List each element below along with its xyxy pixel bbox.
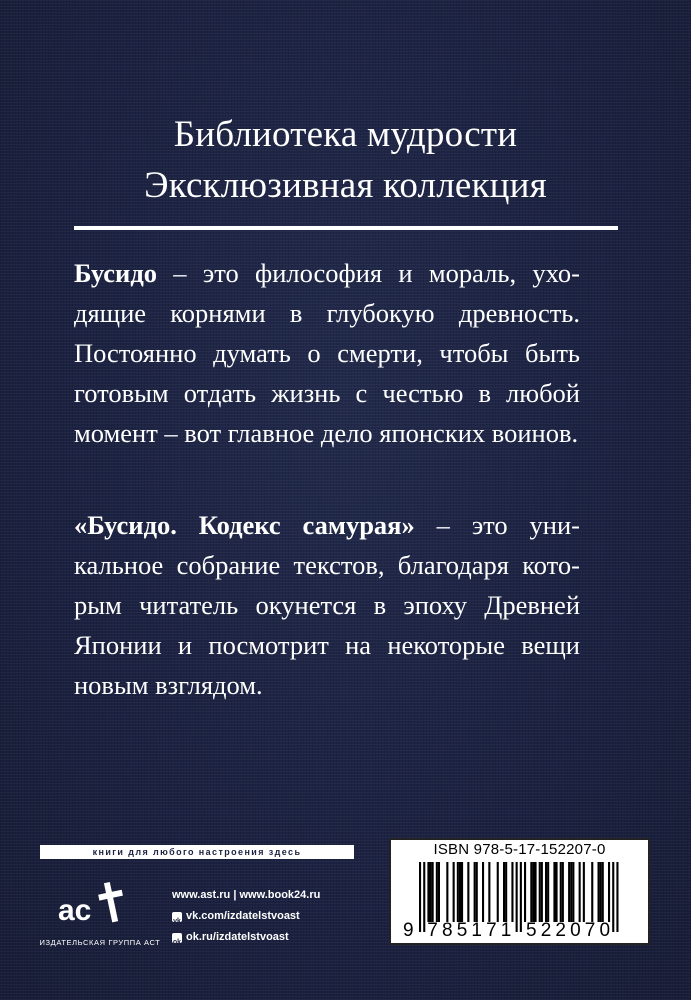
barcode-bar [497, 862, 499, 922]
tagline-strip: книги для любого настроения здесь [40, 845, 354, 859]
barcode-bar [598, 862, 600, 922]
barcode-bar [511, 862, 513, 922]
text-line [74, 665, 580, 705]
barcode-bar [568, 862, 570, 922]
vk-link-text[interactable]: vk.com/izdatelstvoast [186, 910, 300, 922]
barcode-digit: 9 [403, 920, 414, 941]
text-line [74, 505, 580, 545]
barcode-bar [446, 862, 448, 922]
ok-link-text[interactable]: ok.ru/izdatelstvoast [186, 931, 289, 943]
vk-icon: vk [172, 912, 182, 922]
barcode-bar [556, 862, 558, 922]
barcode-digit: 5 [456, 920, 468, 941]
ast-logo-icon [50, 872, 160, 932]
barcode-bar [530, 862, 532, 922]
text-line [74, 625, 580, 665]
barcode-digit: 0 [599, 920, 611, 941]
barcode-digit: 8 [442, 920, 453, 941]
barcode-digit: 1 [471, 920, 482, 941]
barcode-bar [427, 862, 429, 922]
barcode-bar [583, 862, 585, 922]
website-links-text[interactable]: www.ast.ru | www.book24.ru [172, 889, 321, 901]
text-line [74, 333, 580, 373]
line-text: – это философия и мораль, ухо- [156, 258, 580, 288]
barcode-bar [572, 862, 574, 922]
barcode-digit: 1 [500, 920, 512, 941]
barcode-digit: 7 [427, 920, 438, 941]
website-links[interactable] [172, 885, 320, 906]
text-line [74, 253, 580, 293]
barcode-bar [505, 862, 507, 922]
barcode-bar [570, 862, 572, 922]
line-text: дящие корнями в глубокую древность. [74, 298, 580, 328]
line-text: готовым отдать жизнь с честью в любой [74, 378, 580, 408]
line-text: момент – вот главное дело японских воинов. [74, 418, 579, 448]
description-paragraph-2 [74, 505, 580, 705]
barcode-digit: 2 [555, 920, 566, 941]
barcode-bar [430, 862, 432, 922]
series-subtitle: Эксклюзивная коллекция [144, 165, 547, 206]
barcode-bar [535, 862, 537, 922]
divider-line [74, 226, 618, 230]
barcode-digit: 7 [584, 920, 596, 941]
barcode-bar [524, 862, 526, 922]
text-line [74, 373, 580, 413]
barcode-bar [461, 862, 463, 922]
bold-term: Бусидо [74, 258, 157, 288]
ok-icon: ok [172, 933, 182, 943]
barcode-bar [579, 862, 581, 922]
barcode-bar [532, 862, 534, 922]
bold-term: «Бусидо. Кодекс самурая» [74, 510, 415, 540]
series-title: Библиотека мудрости [173, 114, 518, 155]
line-text: кальное собрание текстов, благодаря кото- [74, 550, 580, 580]
isbn-number: ISBN 978-5-17-152207-0 [433, 841, 606, 858]
barcode-bar [436, 862, 438, 922]
barcode-bar [503, 862, 505, 922]
barcode-bar [553, 862, 555, 922]
text-line [74, 413, 580, 453]
barcode-bar [476, 862, 478, 922]
barcode-bar [545, 862, 547, 922]
barcode-bar [602, 862, 604, 922]
barcode-bar [482, 862, 484, 922]
line-text: рым читатель окунется в эпоху Древней [74, 590, 580, 620]
barcode-digit: 5 [526, 920, 537, 941]
barcode-bar [560, 862, 562, 922]
text-line [74, 585, 580, 625]
line-text: Японии и посмотрит на некоторые вещи [74, 630, 580, 660]
vk-link[interactable] [172, 906, 320, 927]
barcode-bar [474, 862, 476, 922]
barcode-digit: 2 [540, 920, 552, 941]
barcode-bar [608, 862, 610, 922]
barcode-bar [600, 862, 602, 922]
logo-figure [96, 880, 128, 924]
publisher-links [172, 885, 320, 948]
barcode-digits [391, 920, 648, 942]
line-text: Постоянно думать о смерти, чтобы быть [74, 338, 580, 368]
ok-link[interactable] [172, 927, 320, 948]
barcode-bar [539, 862, 541, 922]
barcode-digit: 0 [570, 920, 581, 941]
barcode-bar [591, 862, 593, 922]
text-line [74, 545, 580, 585]
barcode-bar [432, 862, 434, 922]
barcode-bar [457, 862, 459, 922]
line-text: – это уни- [414, 510, 580, 540]
barcode-bar [467, 862, 469, 922]
barcode-bar [562, 862, 564, 922]
barcode-digit: 7 [486, 920, 497, 941]
isbn-barcode [389, 838, 650, 945]
publisher-name: ИЗДАТЕЛЬСКАЯ ГРУППА АСТ [39, 938, 161, 947]
barcode-bar [541, 862, 543, 922]
barcode-bar [459, 862, 461, 922]
description-paragraph-1 [74, 253, 580, 453]
text-line [74, 293, 580, 333]
logo-letters: ac [58, 894, 92, 927]
line-text: новым взглядом. [74, 670, 263, 700]
barcode-bar [488, 862, 490, 922]
barcode-bar [547, 862, 549, 922]
barcode-bar [438, 862, 440, 922]
barcode-bar [453, 862, 455, 922]
